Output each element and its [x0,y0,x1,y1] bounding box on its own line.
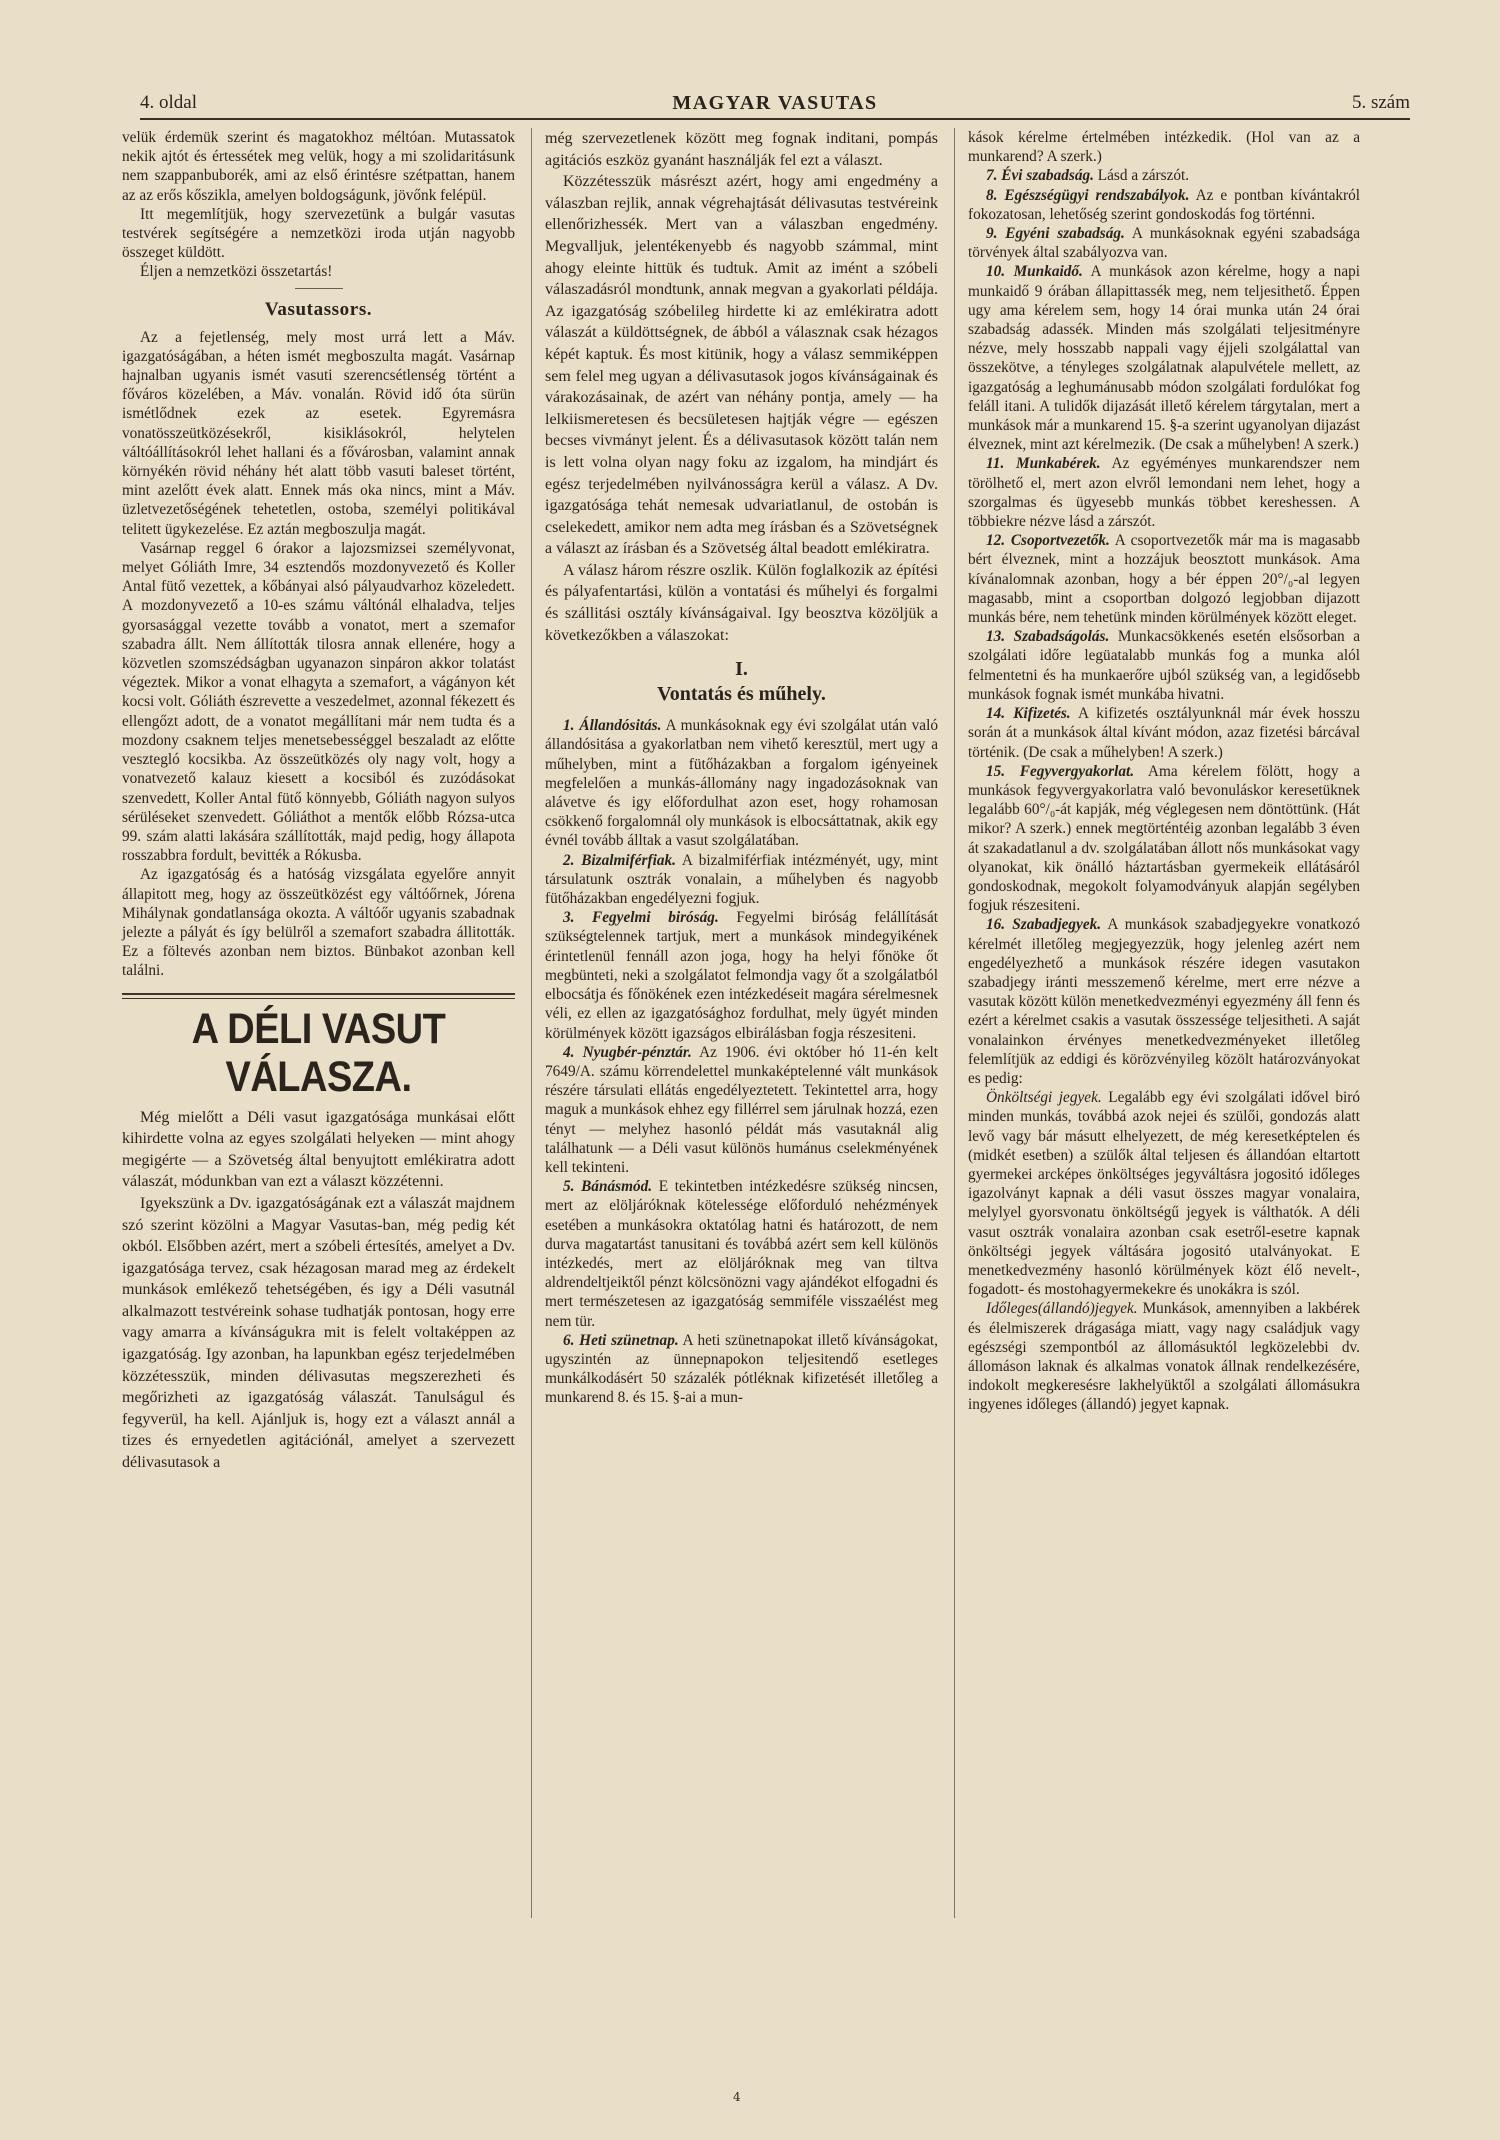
list-item [968,531,1360,627]
paragraph: Igyekszünk a Dv. igazgatóságának ezt a válaszát majdnem szó szerint közölni a Magyar Vasutas-ban, még pedig két okból. Elsőbben azért, mert a szóbeli értesítés, amelyet a Dv. igazgatósága tervez, csak hézagosan marad meg az érdekelt munkások emlékező tehetségében, és igy a Déli vasutnál alkalmazott testvéreink sohase tudhatják pontosan, hogy erre vagy amarra a kívánságukra mit is felelt voltaképpen az igazgatóság. Igy azonban, ha lapunkban egész terjedelmében közzétesszük, minden délivasutas megszerezheti és megőrizheti az igazgatóság válaszát. Tanulságul és fegyverül, ha kell. Ajánljuk is, hogy ezt a választ annál a tizes és ernyedetlen agitációnál, amelyet a szervezett délivasutasok a [122,1194,515,1472]
item-text: A munkások azon kérelme, hogy a napi munkaidő 9 órában állapittassék meg, nem teljesithető. Éppen ugy ama kérelem sem, hogy 14 órai munka után 24 órai szabadság adassék. Minden más szolgálati teljesitményre nézve, mely hosszabb nappali vagy éjjeli szolgálattal van összekötve, a tényleges szolgálatnak alapulvétele mellett, az igazgatóság a leghumánusabb módon szolgálati fordulókat fog feláll itani. A tulidők dijazását illető kérelem tárgytalan, mert a munkások már a munkarend 15. §-a szerint ugyanolyan dijazást élveznek, mint azt kérelmezik. (De csak a műhelyben! A szerk.) [968,263,1361,454]
issue-number: 5. szám [1351,92,1410,113]
paragraph: Éljen a nemzetközi összetartás! [140,263,333,281]
item-text: E tekintetben intézkedésre szükség nincsen, mert az elöljáróknak kötelessége előforduló nehézmények esetében a munkásokra oktatólag hatni és határozott, de nem durva magatartást tanusitani és továbbá azért sem kell különös intézkedés, mert az elöljáróknak meg van tiltva aldrendeltjeiktől pénzt kölcsönözni vagy ajándékot elfogadni és mert természetesen az igazgatóság semmiféle visszaélést meg nem tür. [545,1178,938,1330]
list-item [968,627,1360,704]
column-1 [122,128,515,1474]
item-title: 6. Heti szünetnap. [563,1331,679,1349]
masthead-title: MAGYAR VASUTAS [672,92,878,114]
article-title: Vasutassors. [264,298,373,320]
paragraph: még szervezetlenek között meg fognak inditani, pompás agitációs eszköz gyanánt használják fel ezt a választ. [545,130,938,169]
section-title: Vontatás és műhely. [657,683,826,706]
item-title: 10. Munkaidő. [986,263,1083,281]
item-title: 7. Évi szabadság. [986,167,1094,185]
item-title: 1. Állandósitás. [563,717,662,735]
article-headline: A DÉLI VASUT VÁLASZA. [191,1005,446,1101]
item-title: 3. Fegyelmi biróság. [563,909,719,927]
paragraph: Még mielőtt a Déli vasut igazgatósága munkásai előtt kihirdette volna az egyes szolgálati helyeken — mint ahogy megigérte — a Szövetség által benyujtott emlékiratra adott válaszát, módunkban van ezt a választ közzétenni. [122,1108,515,1191]
item-text: A kifizetés osztályunknál már évek hosszu során át a munkások által kívánt módon, azaz fizetési bárcával történik. (De csak a műhelyben! A szerk.) [968,705,1360,761]
list-item [968,186,1360,224]
item-title: Időleges(állandó)jegyek. [986,1300,1138,1318]
section-number: I. [735,658,748,681]
page-number: 4. oldal [140,92,197,113]
list-item [545,716,938,850]
list-item [968,704,1360,762]
item-title: 9. Egyéni szabadság. [986,225,1125,243]
item-text: A munkások szabadjegyekre vonatkozó kérelmét illetőleg megjegyezzük, hogy jelenleg azért nem engedélyezhető a munkások részére idegen vasutakon szabadjegy iránti messzemenő kérelme, mert erre nézve a vasutak között külön menetkedvezményi egyezmény áll fenn és ezért a kérelmet csakis a vasutak összessége teljesitheti. A saját vonalainkon érvényes menetkedvezményeket illetőleg felemlítjük az eddigi és körözvényileg közölt határozványokat es pedig: [968,916,1360,1087]
list-item [968,454,1360,531]
footer-mark: 4 [733,2090,741,2104]
item-text: A csoportvezetők már ma is magasabb bért élveznek, mint a hozzájuk beosztott munkások. Ama kívánalomnak azonban, hogy a bér éppen 20°/₀-al legyen magasabb, mint a csoportban dolgozó legjobban dijazott munkás bére, nem tehetünk minden körülmények között eleget. [968,532,1360,627]
list-item [968,224,1360,262]
list-item [545,908,938,1042]
list-item [968,1088,1360,1299]
item-title: 4. Nyugbér-pénztár. [563,1043,692,1061]
paragraph: Közzétesszük másrészt azért, hogy ami engedmény a válaszban rejlik, annak végrehajtását délivasutas testvéreink ellenőrizhessék. Mert van a válaszban engedmény. Megvalljuk, jelentékenyebb és nagyobb számmal, mint ahogy eleinte hittük és tudtuk. Amit az imént a szóbeli válaszadásról mondtunk, annak megvan a gyakorlati példája. Az igazgatóság szóbelileg hirdette ki az emlékiratra adott válaszát a küldöttségnek, de ábból a válasznak csak hézagos képét kaptuk. És most kitünik, hogy a válasz semmiképpen sem felel meg ugyan a délivasutasok jogos kívánságainak és várakozásainak, de azért van néhány pontja, amely — ha lelkiismeretesen és becsületesen hajtják végre — egészen becses vivmányt jelent. És a délivasutasok között talán nem is lett volna olyan nagy foku az izgalom, ha mindjárt és egész terjedelmében nyilvánosságra kerül a válasz. A Dv. igazgatósága tehát nemesak udvariatlanul, de ostobán is cselekedett, amikor nem adta meg írásban és a Szövetségnek a választ az írásban és a Szövetség által beadott emlékiratra. [545,173,938,558]
item-title: 8. Egészségügyi rendszabályok. [986,186,1190,204]
item-text: Munkások, amennyiben a lakbérek és élelmiszerek drágasága miatt, vagy nagy családjuk vagy egészségi szempontból az állomásuktól legközelebbi dv. állomáson laknak és alkalmas vonatok állnak rendelkezésére, indokolt megkeresésre lakhelyüktől a szolgálati állomásukra ingyenes időleges (állandó) jegyet kapnak. [968,1300,1360,1414]
paragraph: A válasz három részre oszlik. Külön foglalkozik az építési és pályafentartási, külön a vontatási és műhelyi és forgalmi és szállitási osztály kívánságaival. Igy beosztva közöljük a következőkben a válaszokat: [545,561,938,644]
paragraph: Vasárnap reggel 6 órakor a lajozsmizsei személyvonat, melyet Góliáth Imre, 34 esztendős mozdonyvezető és Koller Antal fütő vezettek, a kőbányai alsó pályaudvarhoz közeledett. A mozdonyvezető a 10-es számu váltónál elhaladva, teljes gyorsasággal vezette tovább a vonatot, mert a szemafor szabadra állt. Nem állították tilosra annak ellenére, hogy a közvetlen szomszédságban ugyanazon sinpáron akkor tolatást végeztek. Mikor a vonat elhagyta a szemafort, a vágányon két kocsi volt. Góliáth észrevette a veszedelmet, azonnal fékezett és ellengőzt adott, de a vonatot megállítani már nem tudta és a mozdony csaknem teljes menetsebességgel beszaladt az előtte vesztegló kocsikba. Az összeütközés oly nagy volt, hogy a vonatvezető kalauz kiesett a kocsiból és zuzódásokat szenvedett, Koller Antal fütő könnyebb, Góliáth nagyon sulyos sérüléseket szenvedett. Góliáthot a mentők előbb Rózsa-utca 99. szám alatti lakására szállították, majd pedig, hogy állapota rosszabbra fordult, bevitték a Rókusba. [122,539,515,865]
list-item [968,1299,1360,1414]
paragraph: Itt megemlítjük, hogy szervezetünk a bulgár vasutas testvérek segítségére a nemzetközi iroda utján nagyobb összeget küldött. [122,205,515,262]
item-text: Az egyéményes munkarendszer nem törölhető el, mert azon elvről lemondani nem lehet, hogy a szorgalmas és ügyesebb munkás többet kereshessen. A többiekre nézve lásd a zárszót. [968,455,1361,531]
item-title: 12. Csoportvezetők. [986,532,1110,550]
item-title: 2. Bizalmiférfiak. [563,851,676,869]
item-text: Legalább egy évi szolgálati idővel biró minden munkás, továbbá azok nejei és szülői, gondozás alatt levő vagy bár másutt elhelyezett, de még keresetképtelen és (midkét esetben) a szülők által teljesen és állandóan eltartott gyermekei arcképes önköltséges jegyváltásra jogositó időleges igazolványt kapnak a déli vasut összes magyar vonalaira, melylyel gyorsvonatu önköltségű jegyek is válthatók. A déli vasut osztrák vonalaira azonban csak esetről-esetre kapnak önköltségi jegyek váltására jogositó utalványokat. E menetkedvezmény hasonló körülmények közt élő nevelt-, fogadott- és mostohagyermekekre és unokákra is szól. [968,1089,1361,1299]
list-item [545,1331,938,1408]
item-title: 11. Munkabérek. [986,455,1101,473]
list-item [545,851,938,909]
list-item [968,262,1360,454]
list-item [968,166,1360,185]
item-text: Az e pontban kívántakról fokozatosan, lehetőség szerint gondoskodás fog történni. [968,186,1361,223]
paragraph: Az a fejetlenség, mely most urrá lett a Máv. igazgatóságában, a héten ismét megboszulta magát. Vasárnap hajnalban ugyanis ismét vasuti szerencsétlenség történt a főváros közelében, a Máv. vonalán. Rövid idő óta sürün ismétlődnek ezek az esetek. Egyremásra vonatösszeütközésekről, kisiklásokról, helytelen váltóállításokról lehet hallani és a fővárosban, valamint annak környékén rövid néhány hét alatt több vasuti baleset történt, mint azelőtt évek alatt. Ennek más oka nincs, mint a Máv. üzletvezetőségének tehetetlen, ostoba, személyi politikával telitett ügykezelése. Ez aztán megboszulja magát. [122,328,515,538]
item-text: A heti szünetnapokat illető kívánságokat, ugyszintén az ünnepnapokon teljesitendő esetleges munkálkodásért 50 százalék pótléknak kifizetését illetőleg a munkarend 8. és 15. §-ai a mun- [545,1331,938,1407]
item-text: Az 1906. évi október hó 11-én kelt 7649/A. számu körrendelettel munkaképtelenné vált munkások részére társulati ellátás engedélyeztetett. Tekintettel arra, hogy maguk a munkások ehhez egy fillérrel sem járulnak hozzá, ezen tényt — melyhez hasonló példát más vasutaknál alig találhatunk — a Déli vasut különös humánus cselekményének kell tekinteni. [545,1043,938,1176]
item-text: Ama kérelem fölött, hogy a munkások fegyvergyakorlatra való bevonuláskor keresetüknek legalább 60°/₀-át kapják, még véglegesen nem döntöttünk. (Hát mikor? A szerk.) ennek megtörténtéig azonban legalább 3 éven át szakadatlanul a dv. szolgálatában állott nős munkásokat vagy olyanokat, kik önálló háztartásban gyermekeik ellátásáról gondoskodnak, megokolt folyamodványuk alapján segélyben fogjuk részesiteni. [968,762,1360,915]
item-text: Munkacsökkenés esetén elsősorban a szolgálati időre legüatalabb munkás fog a munka alól felmentetni és ha munkaerőre ujból szükség van, a legidősebb munkások fognak ismét munkába hivatni. [968,628,1361,703]
item-text: Lásd a zárszót. [1097,167,1190,185]
list-item [968,762,1360,916]
divider [122,993,515,999]
item-title: 5. Bánásmód. [563,1178,653,1196]
paragraph: velük érdemük szerint és magatokhoz méltóan. Mutassatok nekik ajtót és értessétek meg velük, hogy a mi szolidaritásunk nem szappanbuborék, ami az első érintésre szétpattan, hanem az az erős kőszikla, amelyen boldogságunk, jövőnk felépül. [122,129,515,204]
item-text: Fegyelmi biróság felállítását szükségtelennek tartjuk, mert a munkások mindegyikének érintetlenül fennáll azon joga, hogy ha helyi főnöke őt megbünteti, neki a szolgálatot felmondja vagy őt a szolgálatból elbocsátja és főnökének ezen intézkedéseit magára sérelmesnek véli, ez ellen az igazgatósághoz fordulhat, mely ügyét minden körülmények között igazságos elbirálásban fogja részesiteni. [545,909,938,1042]
item-title: 15. Fegyvergyakorlat. [986,762,1135,780]
column-3 [968,128,1360,1415]
item-title: Önköltségi jegyek. [986,1089,1102,1107]
list-item [545,1177,938,1331]
list-item [545,1043,938,1177]
header-rule [140,118,1410,120]
column-2 [545,128,938,1408]
item-text: A munkásoknak egyéni szabadsága törvények által szabályozva van. [968,225,1360,262]
column-divider [531,128,532,1918]
paragraph: kások kérelme értelmében intézkedik. (Hol van az a munkarend? A szerk.) [968,129,1360,166]
item-text: A munkásoknak egy évi szolgálat után való állandósitása a gyakorlatban nem vihető keresztül, mert ugy a műhelyben, mint a fütőházakban a forgalom igényeinek megfelelően a munkás-állomány nagy ingadozásoknak van alávetve és igy előfordulhat azon eset, hogy rohamosan csökkenő forgalomnál oly munkások is elbocsáttatnak, akik egy évnél tovább álltak a vasut szolgálatában. [545,717,938,850]
item-title: 13. Szabadságolás. [986,628,1110,646]
item-title: 16. Szabadjegyek. [986,916,1102,934]
page-header [140,92,1410,118]
item-text: A bizalmiférfiak intézményét, ugy, mint társulatunk osztrák vonalain, a műhelyben és nagyobb fütőházakban engedélyezni fogjuk. [545,851,938,908]
item-title: 14. Kifizetés. [986,705,1071,723]
column-divider [954,128,955,1918]
divider [295,288,343,289]
paragraph: Az igazgatóság és a hatóság vizsgálata egyelőre annyit állapitott meg, hogy az összeütközést egy váltóőrnek, Jórena Mihálynak gondatlansága okozta. A váltóőr ugyanis szabadnak jelezte a pályát és így belülről a szemafort szabadra állitották. Ez a föltevés azonban nem biztos. Bünbakot azonban kell találni. [122,866,515,980]
list-item [968,915,1360,1088]
